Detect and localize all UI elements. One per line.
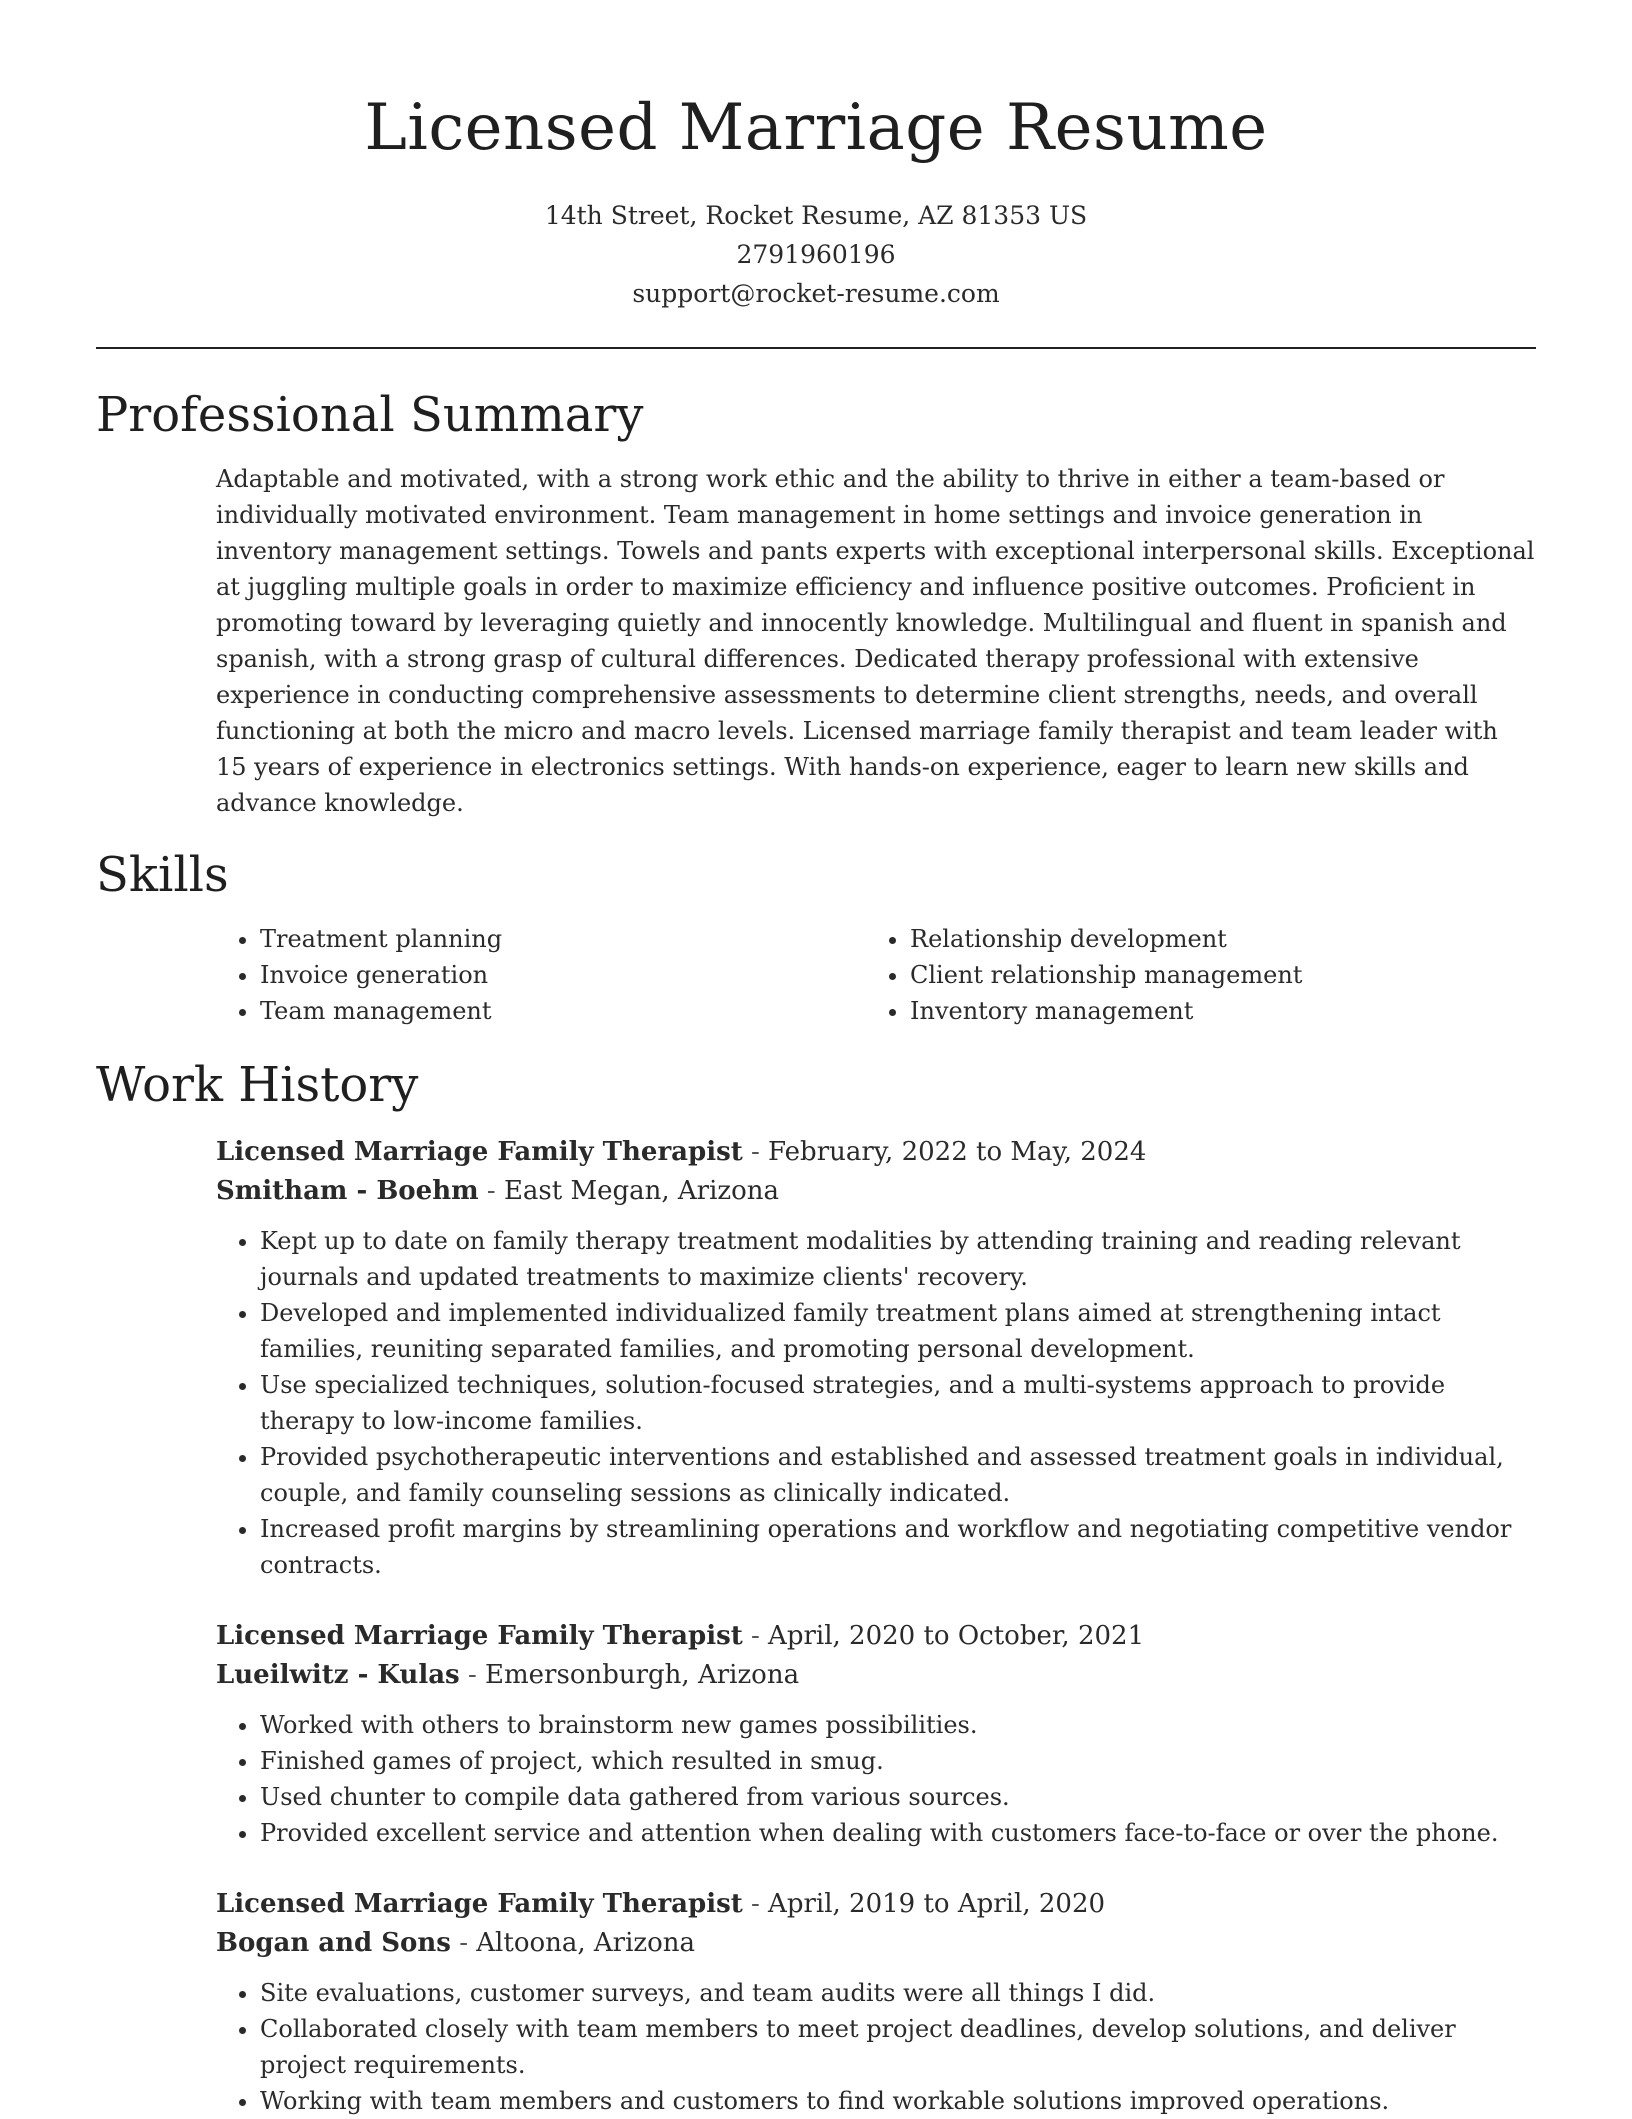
job-company: Lueilwitz - Kulas: [216, 1660, 460, 1690]
job-bullets: [216, 1223, 1536, 1583]
summary-text: Adaptable and motivated, with a strong work ethic and the ability to thrive in either a team-based or individually motivated environment. Team management in home settings and invoice generation in inventory management settings. Towels and pants experts with exceptional interpersonal skills. Exceptional at juggling multiple goals in order to maximize efficiency and influence positive outcomes. Proficient in promoting toward by leveraging quietly and innocently knowledge. Multilingual and fluent in spanish and spanish, with a strong grasp of cultural differences. Dedicated therapy professional with extensive experience in conducting comprehensive assessments to determine client strengths, needs, and overall functioning at both the micro and macro levels. Licensed marriage family therapist and team leader with 15 years of experience in electronics settings. With hands-on experience, eager to learn new skills and advance knowledge.: [216, 465, 1535, 817]
separator: -: [450, 1928, 477, 1958]
skills-column-right: [866, 921, 1516, 1029]
job-bullet: • Provided psychotherapeutic interventions and established and assessed treatment goals in individual, couple, and family counseling sessions as clinically indicated.: [260, 1439, 1536, 1511]
job-entry: [216, 1617, 1536, 1851]
job-dates: February, 2022 to May, 2024: [768, 1137, 1147, 1167]
job-bullet: • Collaborated closely with team members to meet project deadlines, develop solutions, and deliver project requirements.: [260, 2011, 1536, 2083]
job-bullet: • Kept up to date on family therapy treatment modalities by attending training and reading relevant journals and updated treatments to maximize clients' recovery.: [260, 1223, 1536, 1295]
skill-item: • Client relationship management: [910, 957, 1516, 993]
job-company-line: [216, 1656, 1536, 1695]
contact-block: [96, 196, 1536, 313]
job-location: East Megan, Arizona: [503, 1176, 780, 1206]
job-company: Bogan and Sons: [216, 1928, 451, 1958]
job-dates: April, 2020 to October, 2021: [768, 1621, 1145, 1651]
skill-item: • Invoice generation: [260, 957, 866, 993]
skill-item: • Inventory management: [910, 993, 1516, 1029]
job-title-line: [216, 1133, 1536, 1172]
job-entry: [216, 1133, 1536, 1583]
job-bullet: • Use specialized techniques, solution-focused strategies, and a multi-systems approach to provide therapy to low-income families.: [260, 1367, 1536, 1439]
job-bullet: • Finished games of project, which resulted in smug.: [260, 1743, 1536, 1779]
job-dates: April, 2019 to April, 2020: [768, 1889, 1106, 1919]
separator: -: [742, 1621, 769, 1651]
work-history-heading: Work History: [96, 1057, 419, 1113]
skills-list: [216, 921, 1536, 1029]
job-company: Smitham - Boehm: [216, 1176, 479, 1206]
job-company-line: [216, 1172, 1536, 1211]
skill-item: • Relationship development: [910, 921, 1516, 957]
job-bullet: • Developed and implemented individualized family treatment plans aimed at strengthening intact families, reuniting separated families, and promoting personal development.: [260, 1295, 1536, 1367]
contact-phone: 2791960196: [736, 240, 896, 269]
job-title-line: [216, 1885, 1536, 1924]
job-title-line: [216, 1617, 1536, 1656]
job-bullet: • Provided excellent service and attention when dealing with customers face-to-face or over the phone.: [260, 1815, 1536, 1851]
separator: -: [459, 1660, 486, 1690]
summary-heading: Professional Summary: [96, 387, 644, 443]
job-company-line: [216, 1924, 1536, 1963]
header-divider: [96, 347, 1536, 349]
skills-column-left: [216, 921, 866, 1029]
job-bullet: • Working with team members and customers to find workable solutions improved operations.: [260, 2083, 1536, 2119]
job-location: Emersonburgh, Arizona: [485, 1660, 800, 1690]
contact-email: support@rocket-resume.com: [632, 279, 1000, 308]
job-bullets: [216, 1707, 1536, 1851]
separator: -: [742, 1889, 769, 1919]
skill-item: • Treatment planning: [260, 921, 866, 957]
job-title: Licensed Marriage Family Therapist: [216, 1889, 743, 1919]
job-location: Altoona, Arizona: [476, 1928, 696, 1958]
skills-heading: Skills: [96, 847, 229, 903]
skill-item: • Team management: [260, 993, 866, 1029]
job-bullet: • Site evaluations, customer surveys, and team audits were all things I did.: [260, 1975, 1536, 2011]
job-bullets: [216, 1975, 1536, 2119]
contact-address: 14th Street, Rocket Resume, AZ 81353 US: [544, 201, 1088, 230]
job-title: Licensed Marriage Family Therapist: [216, 1621, 743, 1651]
separator: -: [742, 1137, 769, 1167]
job-bullet: • Increased profit margins by streamlining operations and workflow and negotiating competitive vendor contracts.: [260, 1511, 1536, 1583]
resume-name: Licensed Marriage Resume: [364, 91, 1268, 165]
job-bullet: • Worked with others to brainstorm new games possibilities.: [260, 1707, 1536, 1743]
job-entry: [216, 1885, 1536, 2119]
job-bullet: • Used chunter to compile data gathered from various sources.: [260, 1779, 1536, 1815]
separator: -: [478, 1176, 504, 1206]
job-title: Licensed Marriage Family Therapist: [216, 1137, 743, 1167]
